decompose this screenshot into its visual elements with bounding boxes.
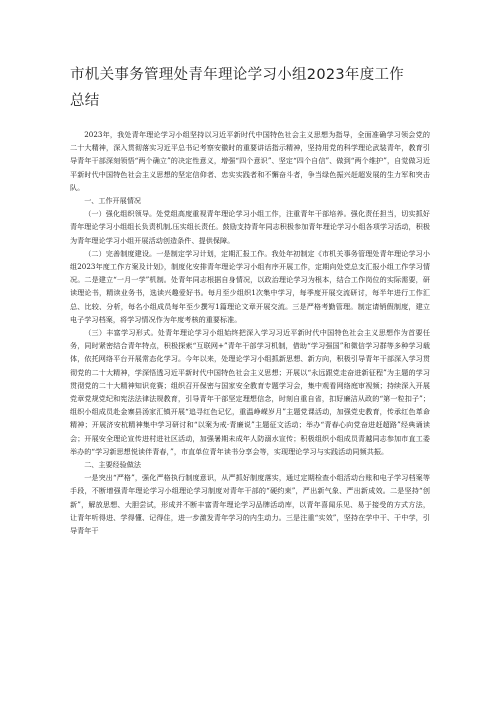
paragraph-learning-forms: （三）丰富学习形式。处青年理论学习小组始终把深入学习习近平新时代中国特色社会主义思想作为首要任务，同时紧密结合青年特点，积极探索“互联网+”青年干部学习机制，借助“学习强国”和微信学习群等多种学习载体，依托网络平台开展常态化学习。今年以来，处理论学习小组抓新思想、新方向，积极引导青年干部深入学习贯彻党的二十大精神，学深悟透习近平新时代中国特色社会主义思想；开展以“永远跟党走奋进新征程”为主题的学习贯彻党的二十大精神知识竞赛；组织召开保密与国家安全教育专题学习会，集中观看网络庭审视频；持续深入开展党章党规党纪和宪法法律法规教育，引导青年干部坚定理想信念，时刻自重自省，扣好廉洁从政的“第一粒扣子”；组织小组成员赴金寨县汤家汇镇开展“追寻红色记忆，重温峥嵘岁月”主题党课活动，加强党史教育，传承红色革命精神；开展济安杭精神集中学习研讨和“以案为戒·青廉说”主题征文活动；举办“青春心向党奋进赶超路”经典诵读会；开展安全理论宣传进村进社区活动，加强暑期未成年人防溺水宣传；积极组织小组成员青越同志参加市直工委举办的“学习新思想悦读伴青春，”，市直单位青年读书分享会等，实现理论学习与实践活动同频共振。 (70, 328, 430, 456)
section-heading-work-status: 一、工作开展情况 (84, 196, 141, 206)
section-heading-experience: 二、主要经验做法 (84, 460, 141, 470)
paragraph-organization-leadership: （一）强化组织领导。处党组高度重视青年理论学习小组工作，注重青年干部培养。强化责任担当，切实抓好青年理论学习小组组长负责机制,压实组长责任。鼓励支持青年同志积极参加青年理论学习小组各项学习活动，积极为青年理论学习小组开展活动创造条件、提供保障。 (70, 209, 430, 245)
paragraph-system-building: （二）完善制度建设。一是制定学习计划，定期汇报工作。我处年初制定《市机关事务管理处青年理论学习小组2023年度工作方案及计划》，制度化安排青年理论学习小组有序开展工作，定期向处党总支汇报小组工作学习情况。二是建立“一月一学”机制。处青年同志根据自身情况，以政治理论学习为根本，结合工作岗位的实际需要，研读理论书，精读业务书，选读兴趣爱好书。每月至少组织1次集中学习，每季度开展交流研讨，每半年进行工作汇总、比较、分析，每名小组成员每年至少撰写1篇理论文章开展交流。三是严格考勤管理。制定请销假制度，建立电子学习档案，将学习情况作为年度考核的重要标准。 (70, 248, 430, 324)
paragraph-experience: 一是突出“严格”，强化严格执行制度意识，从严抓好制度落实，通过定期检查小组活动台账和电子学习档案等手段，不断增强青年理论学习小组理论学习制度对青年干部的“硬约束”，严出新气象、严出新成效。二是坚持“创新”，解放思想、大胆尝试，形成并不断丰富青年理论学习品牌活动库，以青年喜闻乐见、易于接受的方式方法，让青年听得进、学得懂、记得住，进一步激发青年学习的内生动力。三是注重“实效”，坚持在学中干、干中学，引导青年干 (70, 473, 430, 536)
title-line-1: 市机关事务管理处青年理论学习小组2023年度工作 (70, 67, 405, 83)
intro-paragraph: 2023年，我处青年理论学习小组坚持以习近平新时代中国特色社会主义思想为指导，全面准确学习领会党的二十大精神，深入贯彻落实习近平总书记考察安徽时的重要讲话指示精神，坚持用党的科学理论武装青年，教育引导青年干部深刻领悟“两个确立”的决定性意义，增强“四个意识”、坚定“四个自信”、做到“两个维护”，自觉做习近平新时代中国特色社会主义思想的坚定信仰者、忠实实践者和不懈奋斗者，争当绿色振兴赶超发展的生力军和突击队。 (70, 130, 430, 192)
document-title (70, 62, 430, 114)
title-line-2: 总结 (70, 93, 100, 109)
